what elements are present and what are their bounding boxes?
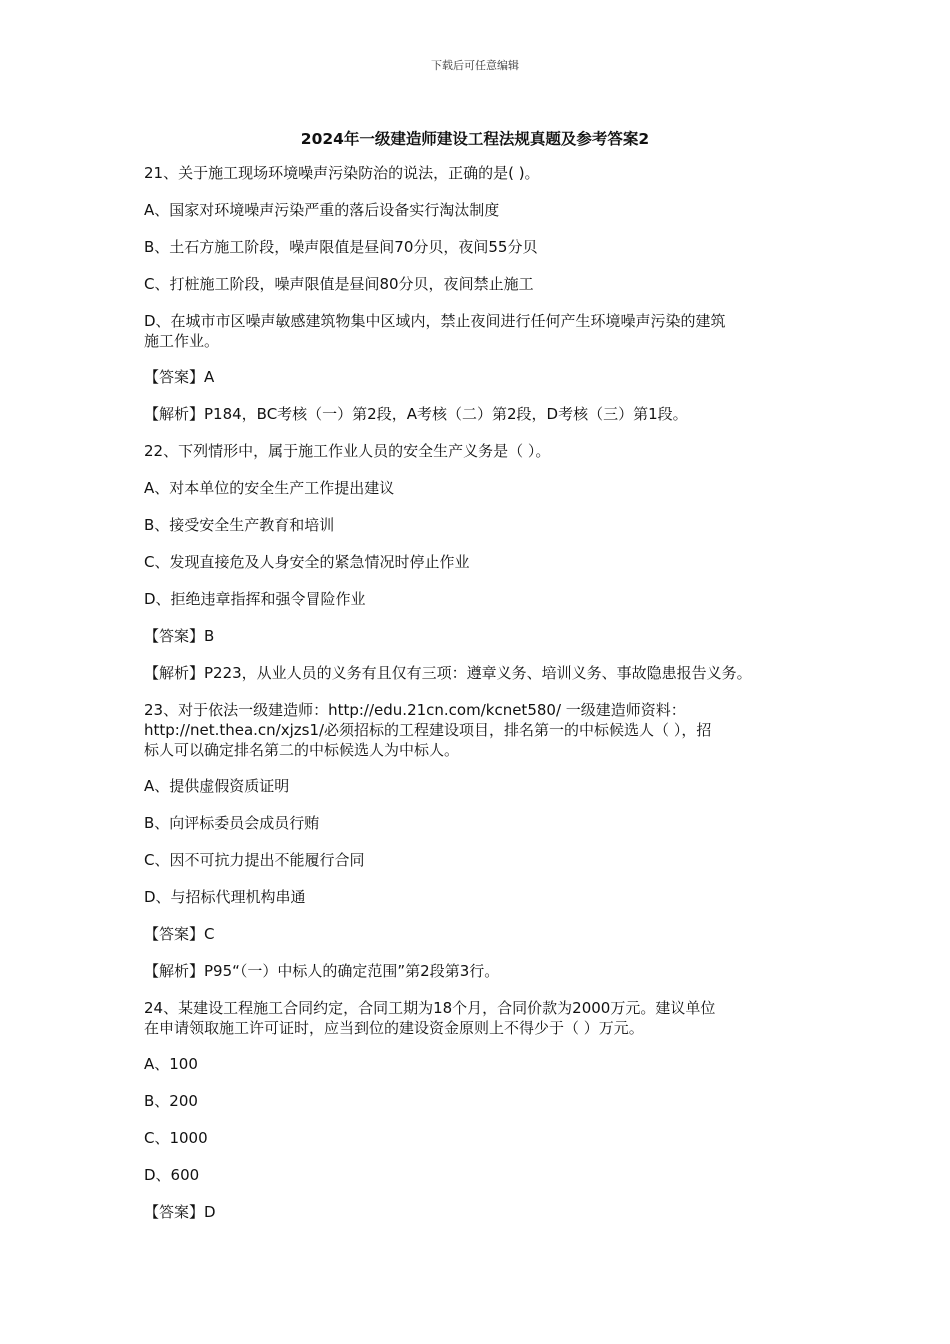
option-22-d: D、拒绝违章指挥和强令冒险作业 <box>144 590 366 608</box>
answer-23: 【答案】C <box>144 925 215 943</box>
question-22: 22、下列情形中，属于施工作业人员的安全生产义务是（ ）。 <box>144 442 551 460</box>
answer-22: 【答案】B <box>144 627 215 645</box>
document-title: 2024年一级建造师建设工程法规真题及参考答案2 <box>300 130 650 148</box>
option-24-a: A、100 <box>144 1055 198 1073</box>
option-21-c: C、打桩施工阶段，噪声限值是昼间80分贝，夜间禁止施工 <box>144 275 534 293</box>
option-23-c: C、因不可抗力提出不能履行合同 <box>144 851 365 869</box>
option-21-d: D、在城市市区噪声敏感建筑物集中区域内，禁止夜间进行任何产生环境噪声污染的建筑 施工作业。 <box>144 312 726 350</box>
option-22-c: C、发现直接危及人身安全的紧急情况时停止作业 <box>144 553 470 571</box>
question-23: 23、对于依法一级建造师：http://edu.21cn.com/kcnet580/ 一级建造师资料： http://net.thea.cn/xjzs1/必须招标的工程建设项目，排名第一的中标候选人（ ），招 标人可以确定排名第二的中标候选人为中标人。 <box>144 701 712 759</box>
question-24: 24、某建设工程施工合同约定，合同工期为18个月，合同价款为2000万元。建议单位 在申请领取施工许可证时，应当到位的建设资金原则上不得少于（ ）万元。 <box>144 999 716 1037</box>
option-21-a: A、国家对环境噪声污染严重的落后设备实行淘汰制度 <box>144 201 500 219</box>
answer-24: 【答案】D <box>144 1203 216 1221</box>
option-22-b: B、接受安全生产教育和培训 <box>144 516 335 534</box>
header-note: 下载后可任意编辑 <box>431 59 519 72</box>
explanation-22: 【解析】P223，从业人员的义务有且仅有三项：遵章义务、培训义务、事故隐患报告义务。 <box>144 664 752 682</box>
option-21-b: B、土石方施工阶段，噪声限值是昼间70分贝，夜间55分贝 <box>144 238 538 256</box>
option-23-a: A、提供虚假资质证明 <box>144 777 290 795</box>
answer-21: 【答案】A <box>144 368 215 386</box>
option-22-a: A、对本单位的安全生产工作提出建议 <box>144 479 395 497</box>
option-23-d: D、与招标代理机构串通 <box>144 888 306 906</box>
explanation-23: 【解析】P95“（一）中标人的确定范围”第2段第3行。 <box>144 962 500 980</box>
explanation-21: 【解析】P184，BC考核（一）第2段，A考核（二）第2段，D考核（三）第1段。 <box>144 405 688 423</box>
option-24-d: D、600 <box>144 1166 200 1184</box>
option-24-c: C、1000 <box>144 1129 208 1147</box>
question-21: 21、关于施工现场环境噪声污染防治的说法，正确的是( )。 <box>144 164 540 182</box>
document-body <box>144 163 834 1239</box>
option-23-b: B、向评标委员会成员行贿 <box>144 814 320 832</box>
option-24-b: B、200 <box>144 1092 198 1110</box>
